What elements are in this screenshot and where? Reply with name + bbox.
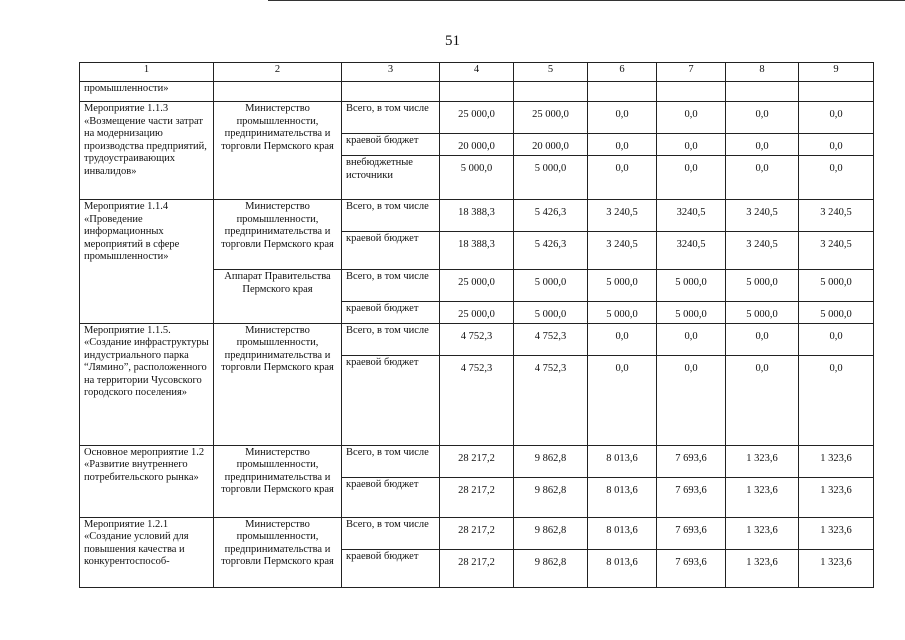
value-cell: 8 013,6 <box>588 445 657 477</box>
value-cell: 5 426,3 <box>514 200 588 232</box>
header-cell: 7 <box>657 63 726 82</box>
value-cell: 5 000,0 <box>657 302 726 324</box>
value-cell: 0,0 <box>726 156 799 200</box>
value-cell: 0,0 <box>657 323 726 355</box>
value-cell: 1 323,6 <box>799 517 874 549</box>
value-cell: 3 240,5 <box>726 232 799 270</box>
value-cell: 25 000,0 <box>440 102 514 134</box>
header-cell: 4 <box>440 63 514 82</box>
page-number: 51 <box>445 33 460 49</box>
value-cell: 0,0 <box>588 134 657 156</box>
value-cell: 5 426,3 <box>514 232 588 270</box>
value-cell: 3 240,5 <box>588 232 657 270</box>
header-cell: 5 <box>514 63 588 82</box>
activity-name: Мероприятие 1.1.3 «Возмещение части затрат на модернизацию производства предприятий, трудоустраивающих инвалидов» <box>80 102 214 200</box>
value-cell: 0,0 <box>588 355 657 445</box>
executor: Министерство промышленности, предпринимательства и торговли Пермского края <box>214 445 342 517</box>
value-cell: 0,0 <box>588 102 657 134</box>
value-cell: 8 013,6 <box>588 517 657 549</box>
value-cell: 28 217,2 <box>440 445 514 477</box>
value-cell: 7 693,6 <box>657 549 726 587</box>
value-cell: 3 240,5 <box>588 200 657 232</box>
value-cell: 4 752,3 <box>514 355 588 445</box>
value-cell: 4 752,3 <box>514 323 588 355</box>
value-cell: 0,0 <box>799 355 874 445</box>
value-cell: 3240,5 <box>657 200 726 232</box>
funding-source: Всего, в том числе <box>342 200 440 232</box>
value-cell: 7 693,6 <box>657 517 726 549</box>
value-cell: 5 000,0 <box>514 156 588 200</box>
funding-source: краевой бюджет <box>342 355 440 445</box>
table-row <box>80 82 874 102</box>
value-cell: 20 000,0 <box>440 134 514 156</box>
funding-source: Всего, в том числе <box>342 270 440 302</box>
value-cell: 8 013,6 <box>588 549 657 587</box>
activity-name: Мероприятие 1.1.4 «Проведение информационных мероприятий в сфере промышленности» <box>80 200 214 324</box>
value-cell: 5 000,0 <box>657 270 726 302</box>
funding-source: краевой бюджет <box>342 134 440 156</box>
value-cell: 4 752,3 <box>440 323 514 355</box>
value-cell: 9 862,8 <box>514 517 588 549</box>
value-cell: 0,0 <box>799 102 874 134</box>
value-cell: 9 862,8 <box>514 477 588 517</box>
value-cell: 8 013,6 <box>588 477 657 517</box>
value-cell: 0,0 <box>657 156 726 200</box>
value-cell: 5 000,0 <box>799 270 874 302</box>
value-cell: 18 388,3 <box>440 200 514 232</box>
value-cell: 3 240,5 <box>799 232 874 270</box>
value-cell: 1 323,6 <box>726 445 799 477</box>
value-cell: 28 217,2 <box>440 477 514 517</box>
value-cell: 1 323,6 <box>799 549 874 587</box>
table-row <box>80 445 874 477</box>
header-cell: 6 <box>588 63 657 82</box>
value-cell: 0,0 <box>726 323 799 355</box>
activity-name: Основное мероприятие 1.2 «Развитие внутреннего потребительского рынка» <box>80 445 214 517</box>
header-cell: 8 <box>726 63 799 82</box>
header-cell: 2 <box>214 63 342 82</box>
funding-source: Всего, в том числе <box>342 102 440 134</box>
header-row <box>80 63 874 82</box>
value-cell: 1 323,6 <box>726 477 799 517</box>
executor: Министерство промышленности, предпринимательства и торговли Пермского края <box>214 323 342 445</box>
executor: Министерство промышленности, предпринимательства и торговли Пермского края <box>214 102 342 200</box>
empty-cell <box>799 82 874 102</box>
activity-name: Мероприятие 1.2.1 «Создание условий для повышения качества и конкурентоспособ- <box>80 517 214 587</box>
table-row <box>80 200 874 232</box>
value-cell: 9 862,8 <box>514 445 588 477</box>
empty-cell <box>214 82 342 102</box>
activity-name: Мероприятие 1.1.5. «Создание инфраструктуры индустриального парка “Лямино”, расположенного на территории Чусовского городского поселения» <box>80 323 214 445</box>
value-cell: 5 000,0 <box>588 302 657 324</box>
empty-cell <box>588 82 657 102</box>
funding-source: краевой бюджет <box>342 302 440 324</box>
value-cell: 20 000,0 <box>514 134 588 156</box>
value-cell: 0,0 <box>657 134 726 156</box>
budget-table <box>79 62 874 588</box>
funding-source: краевой бюджет <box>342 549 440 587</box>
top-rule <box>268 0 905 1</box>
value-cell: 5 000,0 <box>799 302 874 324</box>
value-cell: 28 217,2 <box>440 517 514 549</box>
value-cell: 5 000,0 <box>514 302 588 324</box>
executor: Министерство промышленности, предпринимательства и торговли Пермского края <box>214 517 342 587</box>
value-cell: 1 323,6 <box>726 517 799 549</box>
value-cell: 25 000,0 <box>440 270 514 302</box>
empty-cell <box>514 82 588 102</box>
value-cell: 0,0 <box>799 156 874 200</box>
value-cell: 1 323,6 <box>726 549 799 587</box>
empty-cell <box>726 82 799 102</box>
value-cell: 0,0 <box>726 134 799 156</box>
value-cell: 3240,5 <box>657 232 726 270</box>
funding-source: Всего, в том числе <box>342 445 440 477</box>
value-cell: 0,0 <box>726 102 799 134</box>
value-cell: 7 693,6 <box>657 477 726 517</box>
value-cell: 5 000,0 <box>726 270 799 302</box>
value-cell: 25 000,0 <box>514 102 588 134</box>
value-cell: 0,0 <box>657 355 726 445</box>
empty-cell <box>440 82 514 102</box>
header-cell: 1 <box>80 63 214 82</box>
value-cell: 3 240,5 <box>726 200 799 232</box>
value-cell: 3 240,5 <box>799 200 874 232</box>
value-cell: 0,0 <box>588 323 657 355</box>
funding-source: Всего, в том числе <box>342 323 440 355</box>
header-cell: 9 <box>799 63 874 82</box>
value-cell: 0,0 <box>588 156 657 200</box>
executor: Министерство промышленности, предпринимательства и торговли Пермского края <box>214 200 342 270</box>
value-cell: 0,0 <box>799 323 874 355</box>
value-cell: 18 388,3 <box>440 232 514 270</box>
value-cell: 28 217,2 <box>440 549 514 587</box>
value-cell: 25 000,0 <box>440 302 514 324</box>
funding-source: краевой бюджет <box>342 232 440 270</box>
table-row <box>80 102 874 134</box>
value-cell: 0,0 <box>799 134 874 156</box>
activity-name: промышленности» <box>80 82 214 102</box>
value-cell: 5 000,0 <box>440 156 514 200</box>
value-cell: 4 752,3 <box>440 355 514 445</box>
empty-cell <box>342 82 440 102</box>
empty-cell <box>657 82 726 102</box>
value-cell: 5 000,0 <box>588 270 657 302</box>
value-cell: 7 693,6 <box>657 445 726 477</box>
table-row <box>80 323 874 355</box>
value-cell: 0,0 <box>657 102 726 134</box>
funding-source: краевой бюджет <box>342 477 440 517</box>
value-cell: 5 000,0 <box>726 302 799 324</box>
value-cell: 1 323,6 <box>799 445 874 477</box>
value-cell: 5 000,0 <box>514 270 588 302</box>
funding-source: внебюджетные источники <box>342 156 440 200</box>
funding-source: Всего, в том числе <box>342 517 440 549</box>
table-row <box>80 517 874 549</box>
value-cell: 0,0 <box>726 355 799 445</box>
executor: Аппарат Правительства Пермского края <box>214 270 342 324</box>
value-cell: 9 862,8 <box>514 549 588 587</box>
header-cell: 3 <box>342 63 440 82</box>
value-cell: 1 323,6 <box>799 477 874 517</box>
